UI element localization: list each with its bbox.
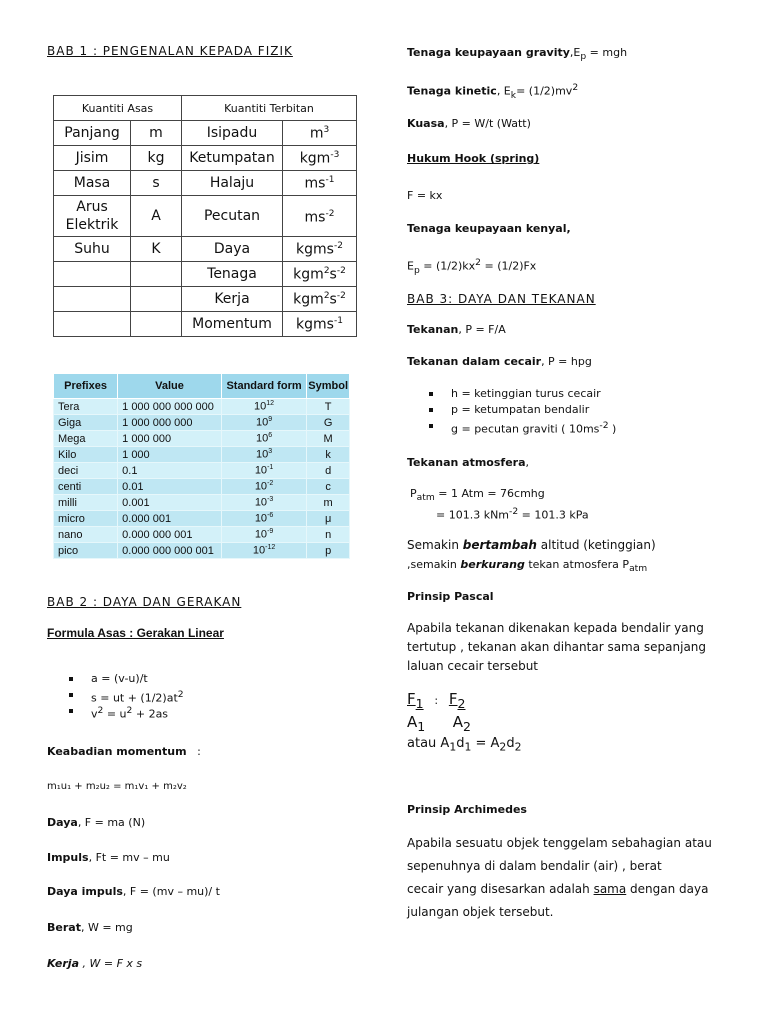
prefix-value: 0.000 000 000 001 <box>118 543 222 559</box>
pascal-f1: F <box>407 690 416 708</box>
var-g-tail: ) <box>608 422 617 436</box>
altitude-c: altitud (ketinggian) <box>536 538 656 552</box>
header-base: Kuantiti Asas <box>54 96 182 121</box>
linear-eq-1 <box>67 671 184 687</box>
elastic-eq-pre: E <box>407 259 414 273</box>
prefix-symbol: n <box>307 527 350 543</box>
pascal-a1-sub: 1 <box>417 719 426 734</box>
unit-text: kgms <box>296 241 334 258</box>
prefix-value: 1 000 <box>118 447 222 463</box>
prefix-standard-form <box>221 415 306 431</box>
std-base: 10 <box>255 432 269 445</box>
unit-sup: -2 <box>325 209 335 220</box>
atm-line-2 <box>436 506 589 522</box>
quantity-row <box>54 171 357 196</box>
unit-text: kgms <box>296 316 334 333</box>
derived-quantity: Tenaga <box>182 262 283 287</box>
prefix-value: 1 000 000 <box>118 431 222 447</box>
arch-text-1: Apabila sesuatu objek tenggelam sebahagian atau <box>407 836 712 850</box>
bab2-title: BAB 2 : DAYA DAN GERAKAN <box>47 595 242 609</box>
prefix-standard-form <box>221 463 306 479</box>
unit-text: kgm <box>299 150 331 167</box>
unit-sup: 2 <box>323 265 330 276</box>
header-derived: Kuantiti Terbitan <box>182 96 357 121</box>
unit-sup: -3 <box>330 149 340 160</box>
prefix-standard-form <box>221 495 306 511</box>
quantity-row <box>54 312 357 337</box>
prefix-row <box>54 415 350 431</box>
prefix-standard-form <box>221 543 306 559</box>
altitude-paragraph <box>407 536 656 578</box>
base-unit <box>131 262 182 287</box>
kuasa-line <box>407 117 531 130</box>
pascal-a2-sub: 2 <box>463 719 471 734</box>
unit-sup: 3 <box>323 124 330 135</box>
quantity-row <box>54 146 357 171</box>
base-quantity: Suhu <box>54 237 131 262</box>
base-unit: A <box>131 196 182 237</box>
ep-gravity-sub: p <box>580 51 587 63</box>
pascal-f1-sub: 1 <box>415 696 424 711</box>
atm-l2-sup: -2 <box>509 506 519 517</box>
elastic-label: Tenaga keupayaan kenyal, <box>407 222 571 235</box>
prefix-row <box>54 543 350 559</box>
prefix-value: 1 000 000 000 <box>118 415 222 431</box>
unit-text-2: s <box>329 291 337 308</box>
momentum-line <box>47 745 201 758</box>
pascal-a2: A <box>452 713 464 731</box>
quantity-row <box>54 121 357 146</box>
std-exponent: 3 <box>268 448 273 456</box>
prefix-symbol: k <box>307 447 350 463</box>
base-quantity <box>54 312 131 337</box>
prefix-standard-form <box>221 447 306 463</box>
std-exponent: -2 <box>267 480 274 488</box>
derived-unit <box>283 146 357 171</box>
prefix-table <box>53 373 350 559</box>
pascal-ad-eq: = A <box>471 736 500 751</box>
daya-equation: , F = ma (N) <box>77 816 146 829</box>
altitude-d: ,semakin <box>407 558 461 571</box>
kuasa-equation: , P = W/t (Watt) <box>444 117 531 130</box>
prefix-header-symbol: Symbol <box>307 374 350 399</box>
std-base: 10 <box>254 480 268 493</box>
prefix-standard-form <box>221 511 306 527</box>
ek-eq-pre: , E <box>496 84 511 98</box>
ep-gravity-eq: = mgh <box>586 46 628 59</box>
altitude-line-1 <box>407 536 656 555</box>
pascal-paragraph <box>407 619 706 676</box>
derived-unit <box>283 171 357 196</box>
tekanan-label: Tekanan <box>407 323 459 336</box>
prefix-symbol: T <box>307 399 350 415</box>
prefix-value: 1 000 000 000 000 <box>118 399 222 415</box>
derived-unit <box>283 287 357 312</box>
ep-gravity-line <box>407 46 627 62</box>
base-unit: K <box>131 237 182 262</box>
derived-quantity: Momentum <box>182 312 283 337</box>
prefix-name: Mega <box>54 431 118 447</box>
kerja-label: Kerja <box>47 957 80 970</box>
tekanan-line <box>407 323 506 336</box>
elastic-eq-b: = (1/2)Fx <box>480 259 537 273</box>
daya-impuls-label: Daya impuls <box>47 885 123 898</box>
berat-line <box>47 921 133 934</box>
derived-quantity: Halaju <box>182 171 283 196</box>
base-quantity: Panjang <box>54 121 131 146</box>
prefix-name: milli <box>54 495 118 511</box>
kerja-equation: , W = F x s <box>79 957 143 970</box>
elastic-sub: p <box>413 264 420 276</box>
elastic-eq-a: = (1/2)kx <box>419 259 476 273</box>
ek-label: Tenaga kinetic <box>407 84 497 98</box>
altitude-sub: atm <box>629 563 648 575</box>
atm-l2-b: = 101.3 kPa <box>518 508 589 522</box>
derived-unit <box>283 237 357 262</box>
linear-eq-3-pre: v <box>91 707 98 721</box>
pascal-eqsign: : <box>434 694 439 707</box>
base-quantity: Masa <box>54 171 131 196</box>
prefix-row <box>54 495 350 511</box>
prefix-standard-form <box>221 527 306 543</box>
unit-sup: -1 <box>325 174 335 185</box>
tekanan-equation: , P = F/A <box>458 323 506 336</box>
altitude-a: Semakin <box>407 538 463 552</box>
impuls-label: Impuls <box>47 851 89 864</box>
std-exponent: -6 <box>267 512 274 520</box>
prefix-name: micro <box>54 511 118 527</box>
prefix-value: 0.1 <box>118 463 222 479</box>
derived-unit <box>283 262 357 287</box>
ek-sup: 2 <box>572 82 579 93</box>
unit-sup: -1 <box>333 315 343 326</box>
prefix-name: centi <box>54 479 118 495</box>
bab1-title: BAB 1 : PENGENALAN KEPADA FIZIK <box>47 44 293 58</box>
std-base: 10 <box>254 400 267 413</box>
impuls-equation: , Ft = mv – mu <box>88 851 170 864</box>
bab3-title: BAB 3: DAYA DAN TEKANAN <box>407 292 596 306</box>
prefix-row <box>54 511 350 527</box>
impuls-line <box>47 851 170 864</box>
ep-gravity-label: Tenaga keupayaan gravity <box>407 46 570 59</box>
pascal-ad-d2: d <box>506 736 515 751</box>
ek-eq: = (1/2)mv <box>516 84 573 98</box>
prefix-row <box>54 463 350 479</box>
base-quantity: Arus Elektrik <box>54 196 131 237</box>
var-p <box>427 402 616 418</box>
base-unit: m <box>131 121 182 146</box>
prefix-name: pico <box>54 543 118 559</box>
pascal-ratio-top <box>407 690 465 711</box>
base-unit <box>131 312 182 337</box>
daya-label: Daya <box>47 816 78 829</box>
quantity-row <box>54 262 357 287</box>
prefix-header-row <box>54 374 350 399</box>
prefix-name: Giga <box>54 415 118 431</box>
arch-3b: sama <box>593 882 627 896</box>
pascal-a1: A <box>407 713 418 731</box>
var-g-sup: -2 <box>599 420 609 431</box>
linear-eq-3 <box>67 703 184 719</box>
var-p-text: p = ketumpatan bendalir <box>451 403 590 416</box>
prefix-symbol: μ <box>307 511 350 527</box>
arch-3a: cecair yang disesarkan adalah <box>407 882 594 896</box>
linear-eq-3-text: + 2as <box>132 707 169 721</box>
momentum-label: Keabadian momentum <box>47 745 187 758</box>
derived-quantity: Ketumpatan <box>182 146 283 171</box>
pascal-text-3: laluan cecair tersebut <box>407 659 538 673</box>
pascal-ad-sub1: 1 <box>449 740 457 754</box>
tek-cecair-equation: , P = hpg <box>541 355 592 368</box>
linear-eq-3-mid: = u <box>103 707 127 721</box>
pascal-text-1: Apabila tekanan dikenakan kepada bendalir yang <box>407 621 704 635</box>
berat-label: Berat <box>47 921 81 934</box>
prefix-value: 0.001 <box>118 495 222 511</box>
quantity-row <box>54 287 357 312</box>
std-exponent: 12 <box>266 400 275 408</box>
prefix-row <box>54 479 350 495</box>
prefix-name: Kilo <box>54 447 118 463</box>
std-base: 10 <box>254 512 268 525</box>
linear-motion-list <box>67 671 184 719</box>
linear-eq-3-mid-sup: 2 <box>126 705 133 716</box>
var-g <box>427 418 616 434</box>
unit-sup-2: -2 <box>336 290 346 301</box>
altitude-line-2 <box>407 555 656 578</box>
altitude-berkurang: berkurang <box>460 558 525 571</box>
pascal-ad-a1: A <box>440 736 450 751</box>
prefix-standard-form <box>221 431 306 447</box>
prefix-header-standard: Standard form <box>221 374 306 399</box>
atm-l1-pre: P <box>410 487 417 500</box>
std-base: 10 <box>254 528 268 541</box>
kuasa-label: Kuasa <box>407 117 445 130</box>
prefix-symbol: p <box>307 543 350 559</box>
ek-line <box>407 82 578 101</box>
prefix-symbol: G <box>307 415 350 431</box>
linear-eq-2-text: s = ut + (1/2)at <box>91 691 178 705</box>
prefix-table-panel <box>53 373 350 559</box>
linear-eq-2 <box>67 687 184 703</box>
prefix-standard-form <box>221 399 306 415</box>
derived-quantity: Pecutan <box>182 196 283 237</box>
prefix-symbol: c <box>307 479 350 495</box>
unit-text: ms <box>304 175 326 192</box>
ep-gravity-eq-pre: ,E <box>569 46 581 59</box>
hooke-equation: F = kx <box>407 189 443 202</box>
prefix-row <box>54 447 350 463</box>
daya-impuls-equation: , F = (mv – mu)/ t <box>122 885 220 898</box>
daya-line <box>47 816 145 829</box>
quantities-table <box>53 95 357 337</box>
kerja-line <box>47 957 142 970</box>
std-base: 10 <box>254 496 268 509</box>
unit-text-2: s <box>329 266 337 283</box>
std-exponent: 6 <box>268 432 273 440</box>
std-base: 10 <box>252 544 266 557</box>
unit-text: ms <box>304 209 326 226</box>
prefix-value: 0.000 000 001 <box>118 527 222 543</box>
atm-l1-sub: atm <box>416 492 435 504</box>
derived-unit <box>283 121 357 146</box>
var-h-text: h = ketinggian turus cecair <box>451 387 601 400</box>
ek-sub: k <box>510 89 517 101</box>
pascal-ad-sub2: 1 <box>464 740 472 754</box>
base-unit <box>131 287 182 312</box>
arch-3c: dengan daya <box>626 882 709 896</box>
pascal-ad-sub4: 2 <box>514 740 522 754</box>
pascal-title: Prinsip Pascal <box>407 590 494 603</box>
prefix-row <box>54 431 350 447</box>
base-unit: kg <box>131 146 182 171</box>
unit-text: kgm <box>293 291 324 308</box>
prefix-symbol: M <box>307 431 350 447</box>
tek-cecair-line <box>407 355 592 368</box>
pascal-f2: F <box>448 690 458 708</box>
arch-text-2: sepenuhnya di dalam bendalir (air) , berat <box>407 859 662 873</box>
berat-equation: , W = mg <box>80 921 133 934</box>
base-quantity <box>54 262 131 287</box>
std-exponent: -12 <box>265 544 276 552</box>
pascal-text-2: tertutup , tekanan akan dihantar sama sepanjang <box>407 640 707 654</box>
derived-quantity: Daya <box>182 237 283 262</box>
unit-sup: -2 <box>333 240 343 251</box>
elastic-sup: 2 <box>475 257 481 268</box>
prefix-header-prefixes: Prefixes <box>54 374 118 399</box>
atm-l1-text: = 1 Atm = 76cmhg <box>434 487 545 500</box>
std-base: 10 <box>255 416 269 429</box>
momentum-equation: m₁u₁ + m₂u₂ = m₁v₁ + m₂v₂ <box>47 781 187 792</box>
base-quantity <box>54 287 131 312</box>
derived-unit <box>283 312 357 337</box>
unit-text: m <box>309 125 324 142</box>
prefix-value: 0.01 <box>118 479 222 495</box>
altitude-f: tekan atmosfera P <box>524 558 630 571</box>
atm-label-line <box>407 456 529 469</box>
linear-eq-1-text: a = (v-u)/t <box>91 672 148 685</box>
base-quantity: Jisim <box>54 146 131 171</box>
prefix-header-value: Value <box>118 374 222 399</box>
table-header-row <box>54 96 357 121</box>
derived-quantity: Isipadu <box>182 121 283 146</box>
quantity-row <box>54 196 357 237</box>
atm-label: Tekanan atmosfera <box>407 456 526 469</box>
base-unit: s <box>131 171 182 196</box>
std-base: 10 <box>255 448 269 461</box>
var-h <box>427 386 616 402</box>
pascal-f2-sub: 2 <box>457 696 466 711</box>
std-exponent: 9 <box>268 416 273 424</box>
pressure-variables-list <box>427 386 616 434</box>
prefix-row <box>54 527 350 543</box>
formula-asas-heading: Formula Asas : Gerakan Linear <box>47 626 224 640</box>
prefix-name: deci <box>54 463 118 479</box>
prefix-value: 0.000 001 <box>118 511 222 527</box>
std-base: 10 <box>254 464 268 477</box>
pascal-atau: atau <box>407 736 441 751</box>
arch-text-3 <box>407 878 712 901</box>
archimedes-title: Prinsip Archimedes <box>407 803 527 816</box>
unit-text: kgm <box>293 266 324 283</box>
atm-l2-a: = 101.3 kNm <box>436 508 510 522</box>
var-g-text: g = pecutan graviti ( 10ms <box>451 422 600 436</box>
pascal-alt-formula <box>407 736 521 754</box>
quantity-row <box>54 237 357 262</box>
altitude-bertambah: bertambah <box>462 538 537 552</box>
linear-eq-3-pre-sup: 2 <box>97 705 104 716</box>
prefix-name: Tera <box>54 399 118 415</box>
prefix-symbol: m <box>307 495 350 511</box>
archimedes-paragraph <box>407 832 712 924</box>
unit-sup-2: -2 <box>336 265 346 276</box>
pascal-ratio-bottom <box>407 713 471 734</box>
pascal-ad-d1: d <box>456 736 465 751</box>
prefix-name: nano <box>54 527 118 543</box>
momentum-colon: : <box>197 745 201 758</box>
std-exponent: -9 <box>267 528 274 536</box>
std-exponent: -3 <box>267 496 274 504</box>
linear-eq-2-sup: 2 <box>177 689 184 700</box>
prefix-standard-form <box>221 479 306 495</box>
arch-text-4: julangan objek tersebut. <box>407 905 554 919</box>
derived-unit <box>283 196 357 237</box>
atm-comma: , <box>525 456 529 469</box>
atm-line-1 <box>410 487 545 503</box>
derived-quantity: Kerja <box>182 287 283 312</box>
hooke-title: Hukum Hook (spring) <box>407 152 540 165</box>
daya-impuls-line <box>47 885 220 898</box>
std-exponent: -1 <box>267 464 274 472</box>
elastic-equation <box>407 257 536 276</box>
unit-sup: 2 <box>323 290 330 301</box>
prefix-symbol: d <box>307 463 350 479</box>
tek-cecair-label: Tekanan dalam cecair <box>407 355 542 368</box>
prefix-row <box>54 399 350 415</box>
pascal-ad-sub3: 2 <box>499 740 507 754</box>
